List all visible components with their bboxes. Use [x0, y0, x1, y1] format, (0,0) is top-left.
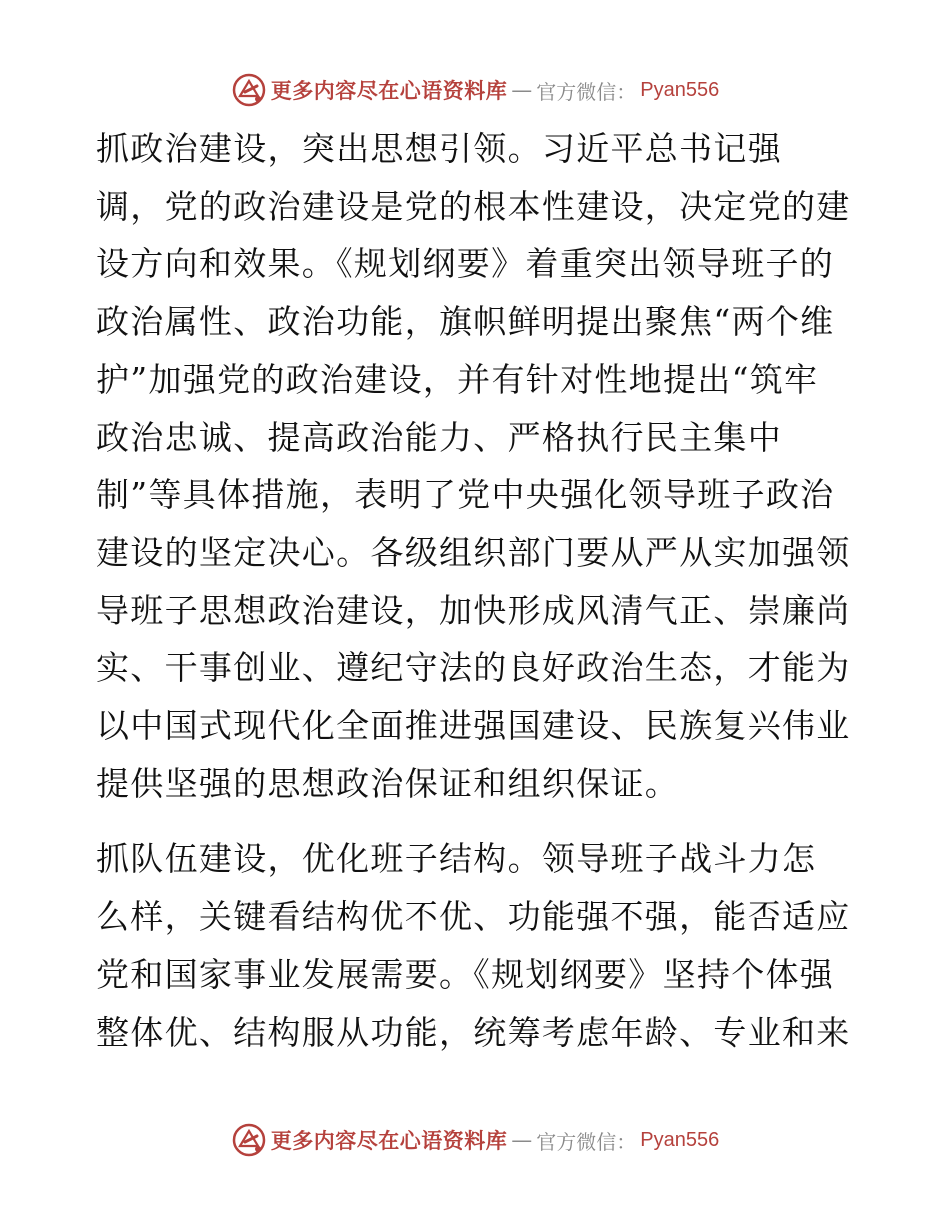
- text-line: 政治忠诚、提高政治能力、严格执行民主集中: [96, 417, 782, 457]
- text-line: 么样，关键看结构优不优、功能强不强，能否适应: [96, 897, 851, 937]
- banner-wechat-id: Pyan556: [640, 78, 720, 101]
- text-line: 抓政治建设，突出思想引领。习近平总书记强: [96, 129, 782, 168]
- text-line: 抓队伍建设，优化班子结构。领导班子战斗力怎: [96, 839, 817, 879]
- banner-text: 更多内容尽在心语资料库: [270, 78, 508, 103]
- text-line: 整体优、结构服从功能，统筹考虑年龄、专业和来: [96, 1012, 851, 1052]
- footer-banner: [0, 1120, 950, 1160]
- banner-wechat-label: 官方微信：: [536, 1129, 637, 1154]
- text-line: 导班子思想政治建设，加快形成风清气正、崇廉尚: [96, 590, 851, 630]
- text-line: 提供坚强的思想政治保证和组织保证。: [96, 763, 680, 803]
- logo-icon: [231, 1122, 267, 1158]
- paragraph-team-construction: [96, 830, 856, 1061]
- text-line: 党和国家事业发展需要。《规划纲要》坚持个体强: [96, 954, 835, 994]
- text-line: 设方向和效果。《规划纲要》着重突出领导班子的: [96, 244, 835, 284]
- banner-separator: —: [511, 78, 533, 102]
- banner-wechat-label: 官方微信：: [536, 79, 637, 104]
- text-line: 护”加强党的政治建设，并有针对性地提出“筑牢: [96, 359, 819, 399]
- text-line: 制”等具体措施，表明了党中央强化领导班子政治: [96, 475, 835, 515]
- text-line: 以中国式现代化全面推进强国建设、民族复兴伟业: [96, 706, 851, 746]
- text-line: 实、干事创业、遵纪守法的良好政治生态，才能为: [96, 648, 851, 688]
- logo-icon: [231, 72, 267, 108]
- document-body: [96, 120, 856, 1061]
- banner-text: 更多内容尽在心语资料库: [270, 1128, 508, 1153]
- text-line: 建设的坚定决心。各级组织部门要从严从实加强领: [96, 532, 851, 572]
- paragraph-political-construction: [96, 120, 856, 812]
- banner-wechat-id: Pyan556: [640, 1128, 720, 1151]
- text-line: 政治属性、政治功能，旗帜鲜明提出聚焦“两个维: [96, 302, 835, 342]
- text-line: 调，党的政治建设是党的根本性建设，决定党的建: [96, 186, 851, 226]
- banner-separator: —: [511, 1128, 533, 1152]
- header-banner: [0, 70, 950, 110]
